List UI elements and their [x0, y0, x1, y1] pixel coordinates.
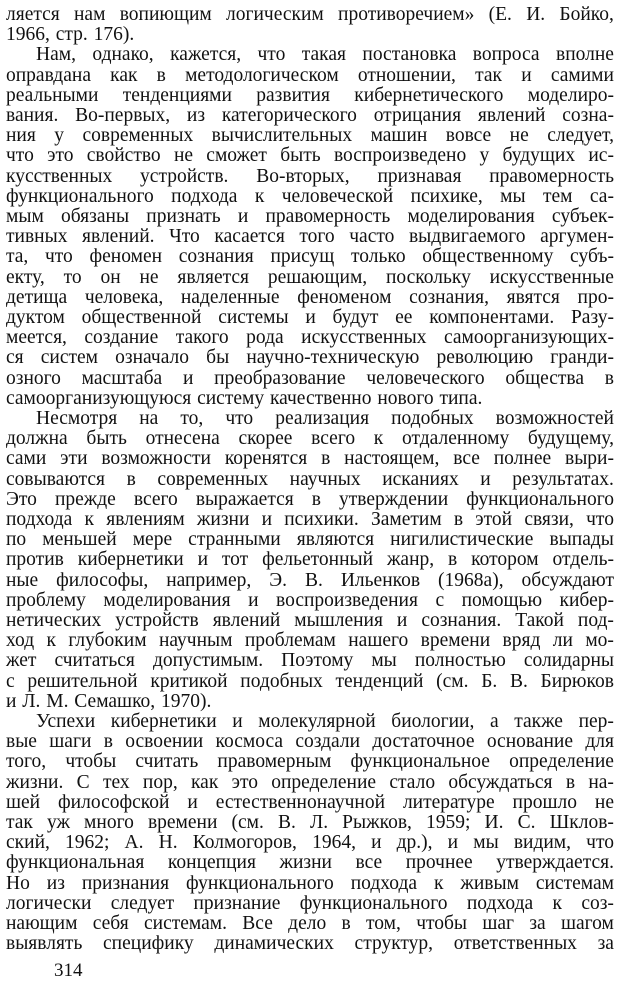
- book-page: [6, 4, 614, 1004]
- text-line: по меньшей мере странными являются нигилистические выпады: [6, 529, 614, 551]
- text-line: Нам, однако, кажется, что такая постановка вопроса вполне: [36, 44, 614, 66]
- text-line: функциональная концепция жизни все прочнее утверждается.: [6, 852, 614, 874]
- text-line: вые шаги в освоении космоса создали достаточное основание для: [6, 731, 614, 753]
- text-line: жизни. С тех пор, как это определение стало обсуждаться в на-: [6, 771, 614, 793]
- text-line: с решительной критикой подобных тенденций (см. Б. В. Бирюков: [6, 670, 614, 692]
- text-line: и Л. М. Семашко, 1970).: [6, 690, 212, 712]
- text-line: подхода к явлениям жизни и психики. Заметим в этой связи, что: [6, 509, 614, 530]
- text-line: выявлять специфику динамических структур, ответственных за: [6, 933, 614, 955]
- text-line: ные философы, например, Э. В. Ильенков (1968а), обсуждают: [6, 569, 614, 591]
- text-line: кусственных устройств. Во-вторых, признавая правомерность: [6, 165, 614, 187]
- text-line: должна быть отнесена скорее всего к отдаленному будущему,: [6, 428, 614, 450]
- text-line: сами эти возможности коренятся в настоящем, все полнее выри-: [6, 448, 614, 470]
- text-line: меется, создание такого рода искусственных самоорганизующих-: [6, 327, 614, 349]
- text-line: ский, 1962; А. Н. Колмогоров, 1964, и др.), и мы видим, что: [6, 832, 614, 854]
- text-line: 1966, стр. 176).: [6, 24, 135, 46]
- text-line: ход к глубоким научным проблемам нашего времени вряд ли мо-: [6, 630, 614, 652]
- text-line: ся систем означало бы научно-техническую революцию гранди-: [6, 347, 614, 369]
- text-line: дуктом общественной системы и будут ее компонентами. Разу-: [6, 307, 614, 328]
- text-line: та, что феномен сознания присущ только общественному субъ-: [6, 246, 614, 268]
- text-line: шей философской и естественнонаучной литературе прошло не: [6, 791, 614, 813]
- text-line: самоорганизующуюся систему качественно нового типа.: [6, 387, 483, 409]
- text-line: оправдана как в методологическом отношении, так и самими: [6, 64, 614, 86]
- text-line: Успехи кибернетики и молекулярной биологии, а также пер-: [36, 711, 614, 732]
- text-line: реальными тенденциями развития кибернетического моделиро-: [6, 84, 614, 106]
- text-line: вания. Во-первых, из категорического отрицания явлений созна-: [6, 105, 614, 126]
- text-line: озного масштаба и преобразование человеческого общества в: [6, 367, 614, 389]
- text-line: того, чтобы считать правомерным функциональное определение: [6, 751, 614, 773]
- text-line: функционального подхода к человеческой психике, мы тем са-: [6, 185, 614, 207]
- page-number: 314: [54, 960, 83, 981]
- text-line: детища человека, наделенные феноменом сознания, явятся про-: [6, 286, 614, 308]
- text-line: тивных явлений. Что касается того часто выдвигаемого аргумен-: [6, 226, 614, 248]
- text-line: мым обязаны признать и правомерность моделирования субъек-: [6, 206, 614, 227]
- text-line: так уж много времени (см. В. Л. Рыжков, 1959; И. С. Шклов-: [6, 812, 614, 833]
- text-line: проблему моделирования и воспроизведения с помощью кибер-: [6, 589, 614, 611]
- text-line: совываются в современных научных исканиях и результатах.: [6, 468, 614, 490]
- text-line: логически следует признание функционального подхода к соз-: [6, 892, 614, 914]
- text-line: нающим себя системам. Все дело в том, чтобы шаг за шагом: [6, 913, 614, 934]
- text-line: екту, то он не является решающим, поскольку искусственные: [6, 266, 614, 288]
- text-line: Несмотря на то, что реализация подобных возможностей: [36, 408, 614, 429]
- text-line: ния у современных вычислительных машин вовсе не следует,: [6, 125, 614, 147]
- text-line: жет считаться допустимым. Поэтому мы полностью солидарны: [6, 650, 614, 672]
- text-line: ляется нам вопиющим логическим противоречием» (Е. И. Бойко,: [6, 4, 614, 25]
- text-line: что это свойство не сможет быть воспроизведено у будущих ис-: [6, 145, 614, 167]
- text-line: Но из признания функционального подхода к живым системам: [6, 872, 614, 894]
- text-line: против кибернетики и тот фельетонный жанр, в котором отдель-: [6, 549, 614, 571]
- text-line: нетических устройств явлений мышления и сознания. Такой под-: [6, 610, 614, 631]
- text-line: Это прежде всего выражается в утверждении функционального: [6, 488, 614, 510]
